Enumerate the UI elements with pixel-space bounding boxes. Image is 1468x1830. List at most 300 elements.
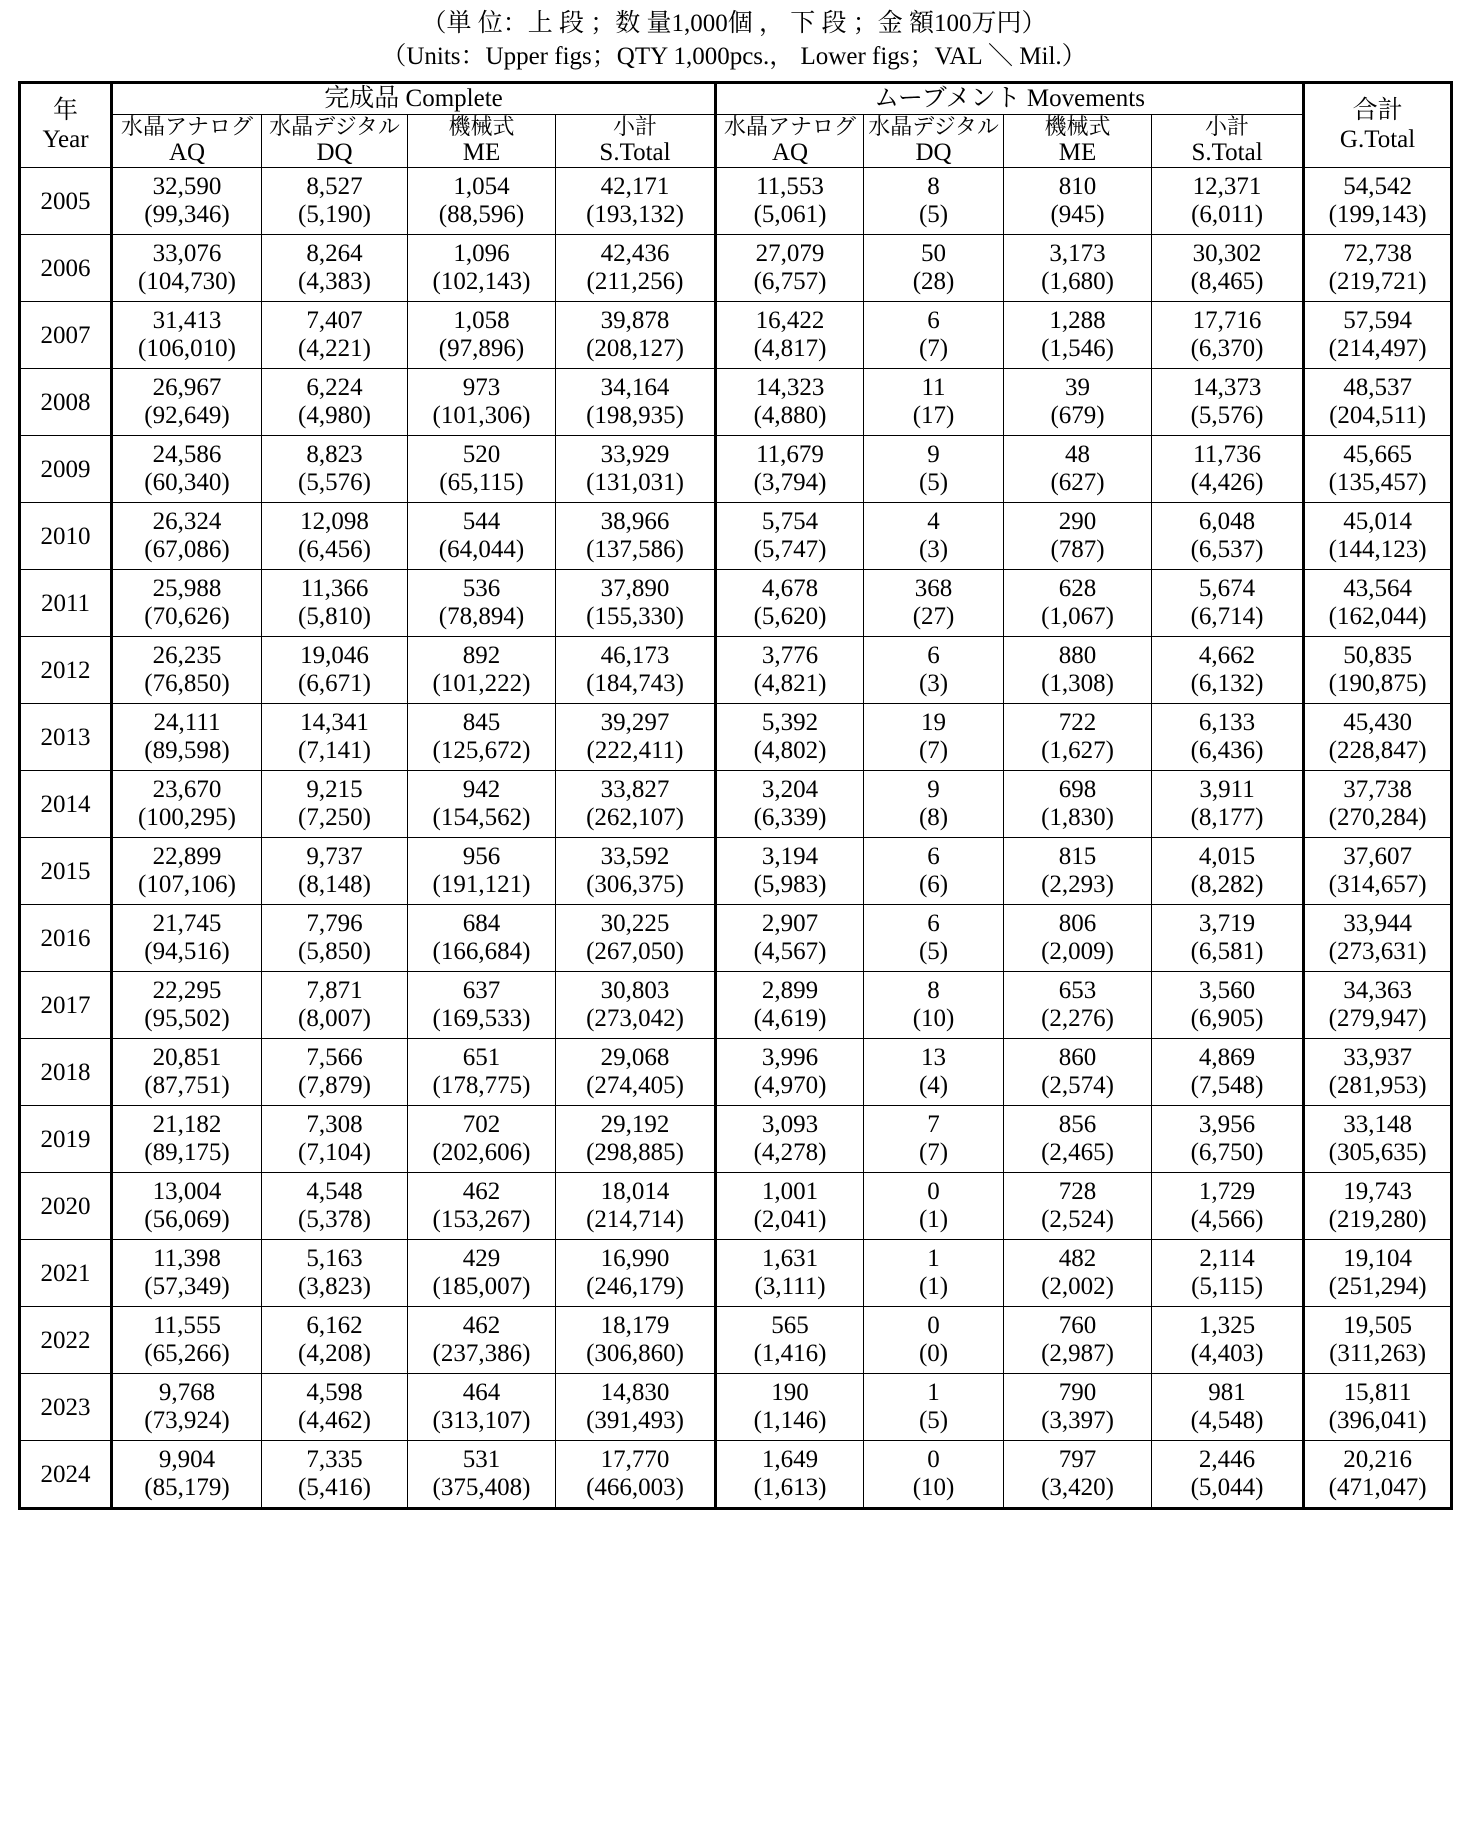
cell-quantity: 50,835: [1343, 642, 1412, 670]
cell-value: (267,050): [586, 938, 684, 966]
data-cell: [716, 302, 864, 369]
cell-quantity: 39,878: [600, 307, 670, 335]
cell-value: (57,349): [144, 1273, 230, 1301]
cell-quantity: 6: [927, 307, 940, 335]
data-cell: [716, 1039, 864, 1106]
cell-value: (1,830): [1041, 804, 1114, 832]
cell-quantity: 39,297: [600, 709, 670, 737]
table-row: [20, 972, 1452, 1039]
data-cell: [1152, 436, 1304, 503]
data-cell: [1004, 972, 1152, 1039]
row-year: 2012: [20, 637, 112, 704]
cell-value: (2,002): [1041, 1273, 1114, 1301]
cell-value: (6,339): [753, 804, 827, 832]
cell-quantity: 19,104: [1343, 1245, 1412, 1273]
cell-quantity: 6: [927, 642, 940, 670]
cell-value: (2,276): [1041, 1005, 1114, 1033]
cell-value: (375,408): [432, 1474, 531, 1502]
cell-quantity: 33,076: [152, 240, 222, 268]
cell-quantity: 14,323: [755, 374, 825, 402]
data-cell: [556, 436, 716, 503]
data-cell: [864, 771, 1004, 838]
cell-quantity: 21,745: [152, 910, 222, 938]
cell-quantity: 7,308: [306, 1111, 363, 1139]
cell-quantity: 6,048: [1198, 508, 1256, 536]
cell-value: (6,714): [1190, 603, 1264, 631]
cell-quantity: 1: [927, 1379, 940, 1407]
cell-value: (6,581): [1190, 938, 1264, 966]
cell-quantity: 24,586: [152, 441, 222, 469]
cell-value: (7,879): [298, 1072, 371, 1100]
cell-quantity: 16,990: [600, 1245, 670, 1273]
cell-quantity: 698: [1058, 776, 1097, 804]
data-cell: [408, 570, 556, 637]
data-cell: [1004, 570, 1152, 637]
data-cell: [716, 503, 864, 570]
data-cell: [1004, 637, 1152, 704]
cell-value: (5,576): [298, 469, 371, 497]
table-row: [20, 168, 1452, 235]
cell-quantity: 18,179: [600, 1312, 670, 1340]
cell-quantity: 1,058: [453, 307, 510, 335]
cell-value: (306,375): [586, 871, 684, 899]
cell-quantity: 32,590: [152, 173, 222, 201]
cell-value: (262,107): [586, 804, 684, 832]
cell-value: (6,436): [1190, 737, 1264, 765]
table-row: [20, 771, 1452, 838]
cell-quantity: 810: [1058, 173, 1097, 201]
cell-value: (8,177): [1190, 804, 1264, 832]
cell-value: (4,821): [753, 670, 827, 698]
cell-quantity: 25,988: [152, 575, 222, 603]
cell-quantity: 48,537: [1343, 374, 1412, 402]
cell-value: (89,175): [144, 1139, 230, 1167]
cell-quantity: 46,173: [600, 642, 670, 670]
cell-quantity: 544: [462, 508, 501, 536]
data-cell: [556, 1240, 716, 1307]
cell-quantity: 57,594: [1343, 307, 1412, 335]
cell-quantity: 1,001: [761, 1178, 819, 1206]
data-cell: [112, 168, 262, 235]
data-cell: [262, 1441, 408, 1509]
cell-value: (85,179): [144, 1474, 230, 1502]
cell-quantity: 33,827: [600, 776, 670, 804]
header-complete-subtotal: 小計 S.Total: [556, 114, 716, 168]
cell-value: (7): [918, 335, 949, 363]
cell-quantity: 42,436: [600, 240, 670, 268]
data-cell: [262, 1240, 408, 1307]
cell-quantity: 956: [462, 843, 501, 871]
cell-value: (1,680): [1041, 268, 1114, 296]
data-cell: [1304, 1307, 1452, 1374]
data-cell: [1152, 1240, 1304, 1307]
cell-value: (27): [912, 603, 955, 631]
cell-value: (391,493): [586, 1407, 684, 1435]
data-cell: [1004, 1441, 1152, 1509]
row-year: 2023: [20, 1374, 112, 1441]
data-cell: [262, 972, 408, 1039]
data-cell: [716, 905, 864, 972]
cell-quantity: 6,224: [306, 374, 363, 402]
cell-value: (64,044): [438, 536, 525, 564]
data-cell: [1304, 436, 1452, 503]
data-cell: [1004, 1173, 1152, 1240]
cell-quantity: 17,770: [600, 1446, 670, 1474]
cell-value: (5): [918, 938, 949, 966]
cell-quantity: 845: [462, 709, 501, 737]
cell-quantity: 1,288: [1049, 307, 1106, 335]
cell-quantity: 21,182: [152, 1111, 222, 1139]
table-row: [20, 637, 1452, 704]
cell-value: (104,730): [138, 268, 236, 296]
data-cell: [112, 235, 262, 302]
data-cell: [262, 838, 408, 905]
table-row: [20, 369, 1452, 436]
row-year: 2006: [20, 235, 112, 302]
cell-value: (679): [1050, 402, 1105, 430]
cell-quantity: 22,899: [152, 843, 222, 871]
cell-value: (274,405): [586, 1072, 684, 1100]
data-cell: [1152, 369, 1304, 436]
cell-value: (1,416): [753, 1340, 827, 1368]
data-cell: [864, 436, 1004, 503]
cell-value: (306,860): [586, 1340, 684, 1368]
header-movements-aq: 水晶アナログ AQ: [716, 114, 864, 168]
cell-quantity: 653: [1058, 977, 1097, 1005]
cell-quantity: 7: [927, 1111, 940, 1139]
cell-value: (5,044): [1190, 1474, 1264, 1502]
cell-quantity: 9,737: [306, 843, 363, 871]
cell-value: (169,533): [432, 1005, 531, 1033]
cell-quantity: 3,173: [1049, 240, 1106, 268]
cell-value: (5): [918, 1407, 949, 1435]
cell-quantity: 5,674: [1198, 575, 1256, 603]
data-cell: [556, 838, 716, 905]
cell-value: (2,574): [1041, 1072, 1114, 1100]
cell-quantity: 429: [462, 1245, 501, 1273]
row-year: 2011: [20, 570, 112, 637]
data-cell: [864, 1173, 1004, 1240]
cell-quantity: 860: [1058, 1044, 1097, 1072]
cell-quantity: 30,225: [600, 910, 670, 938]
cell-quantity: 9,768: [158, 1379, 216, 1407]
data-cell: [408, 302, 556, 369]
data-cell: [408, 168, 556, 235]
cell-quantity: 18,014: [600, 1178, 670, 1206]
cell-value: (237,386): [432, 1340, 531, 1368]
data-cell: [1152, 570, 1304, 637]
data-cell: [1304, 1039, 1452, 1106]
data-cell: [1152, 771, 1304, 838]
cell-quantity: 5,754: [761, 508, 819, 536]
data-cell: [262, 168, 408, 235]
cell-value: (228,847): [1328, 737, 1427, 765]
cell-quantity: 72,738: [1343, 240, 1412, 268]
data-cell: [556, 570, 716, 637]
data-cell: [408, 905, 556, 972]
cell-value: (4,548): [1190, 1407, 1264, 1435]
cell-value: (60,340): [144, 469, 230, 497]
cell-quantity: 33,592: [600, 843, 670, 871]
cell-value: (251,294): [1328, 1273, 1427, 1301]
data-cell: [1304, 1441, 1452, 1509]
cell-value: (92,649): [144, 402, 230, 430]
cell-value: (4,426): [1190, 469, 1264, 497]
data-cell: [864, 570, 1004, 637]
cell-quantity: 11,366: [300, 575, 369, 603]
table-body: [20, 168, 1452, 1509]
data-cell: [408, 235, 556, 302]
data-cell: [1152, 1106, 1304, 1173]
data-cell: [556, 905, 716, 972]
cell-quantity: 26,967: [152, 374, 222, 402]
cell-quantity: 12,098: [300, 508, 369, 536]
cell-value: (153,267): [432, 1206, 531, 1234]
data-cell: [112, 503, 262, 570]
data-cell: [556, 972, 716, 1039]
cell-value: (1,146): [753, 1407, 827, 1435]
cell-quantity: 3,194: [761, 843, 819, 871]
cell-value: (125,672): [432, 737, 531, 765]
cell-value: (65,266): [144, 1340, 230, 1368]
cell-value: (76,850): [144, 670, 230, 698]
cell-value: (4,970): [753, 1072, 827, 1100]
cell-value: (89,598): [144, 737, 230, 765]
cell-quantity: 942: [462, 776, 501, 804]
cell-value: (3,420): [1041, 1474, 1114, 1502]
header-complete-dq: 水晶デジタル DQ: [262, 114, 408, 168]
cell-value: (208,127): [586, 335, 684, 363]
cell-value: (10): [912, 1005, 955, 1033]
cell-quantity: 37,890: [600, 575, 670, 603]
cell-value: (5,061): [753, 201, 827, 229]
cell-value: (4,208): [298, 1340, 371, 1368]
data-cell: [1304, 972, 1452, 1039]
cell-value: (202,606): [432, 1139, 531, 1167]
row-year: 2019: [20, 1106, 112, 1173]
units-note-japanese: （単 位：上 段 ；数 量1,000個 ， 下 段 ；金 額100万円）: [421, 10, 1047, 37]
row-year: 2009: [20, 436, 112, 503]
cell-value: (6,671): [298, 670, 371, 698]
data-cell: [1152, 302, 1304, 369]
cell-value: (6,011): [1191, 201, 1264, 229]
cell-quantity: 39: [1065, 374, 1091, 402]
cell-value: (8,465): [1190, 268, 1264, 296]
data-cell: [112, 704, 262, 771]
cell-quantity: 33,937: [1343, 1044, 1412, 1072]
cell-quantity: 11,736: [1193, 441, 1261, 469]
cell-value: (5,190): [298, 201, 371, 229]
row-year: 2020: [20, 1173, 112, 1240]
data-cell: [1304, 570, 1452, 637]
cell-quantity: 6,133: [1198, 709, 1256, 737]
cell-quantity: 1,325: [1198, 1312, 1256, 1340]
data-cell: [864, 1106, 1004, 1173]
data-cell: [262, 570, 408, 637]
cell-quantity: 13,004: [152, 1178, 222, 1206]
data-cell: [556, 168, 716, 235]
cell-value: (945): [1050, 201, 1105, 229]
cell-quantity: 4,548: [306, 1178, 363, 1206]
data-cell: [1304, 1374, 1452, 1441]
cell-value: (5,416): [298, 1474, 371, 1502]
watch-production-table: [18, 81, 1453, 1510]
cell-value: (144,123): [1328, 536, 1427, 564]
row-year: 2024: [20, 1441, 112, 1509]
cell-value: (3,823): [298, 1273, 371, 1301]
data-cell: [408, 1173, 556, 1240]
data-cell: [1004, 1039, 1152, 1106]
cell-value: (5,983): [753, 871, 827, 899]
data-cell: [262, 1173, 408, 1240]
cell-value: (5,850): [298, 938, 371, 966]
cell-quantity: 29,068: [600, 1044, 670, 1072]
cell-value: (270,284): [1328, 804, 1427, 832]
data-cell: [1152, 168, 1304, 235]
row-year: 2014: [20, 771, 112, 838]
data-cell: [408, 972, 556, 1039]
cell-value: (314,657): [1328, 871, 1427, 899]
data-cell: [1304, 503, 1452, 570]
data-cell: [556, 369, 716, 436]
data-cell: [1304, 1173, 1452, 1240]
cell-value: (184,743): [586, 670, 684, 698]
cell-quantity: 520: [462, 441, 501, 469]
cell-quantity: 5,392: [761, 709, 819, 737]
cell-value: (5,810): [298, 603, 371, 631]
cell-quantity: 8,823: [306, 441, 363, 469]
cell-value: (5): [918, 469, 949, 497]
cell-value: (94,516): [144, 938, 230, 966]
data-cell: [864, 235, 1004, 302]
cell-quantity: 462: [462, 1312, 501, 1340]
data-cell: [408, 369, 556, 436]
data-cell: [716, 168, 864, 235]
cell-quantity: 3,956: [1198, 1111, 1256, 1139]
data-cell: [556, 771, 716, 838]
cell-quantity: 0: [927, 1312, 940, 1340]
cell-quantity: 22,295: [152, 977, 222, 1005]
cell-quantity: 3,560: [1198, 977, 1256, 1005]
data-cell: [716, 637, 864, 704]
cell-value: (1,308): [1041, 670, 1114, 698]
data-cell: [864, 1374, 1004, 1441]
cell-value: (279,947): [1328, 1005, 1427, 1033]
cell-value: (214,497): [1328, 335, 1427, 363]
cell-value: (396,041): [1328, 1407, 1427, 1435]
data-cell: [1004, 168, 1152, 235]
data-cell: [864, 704, 1004, 771]
cell-quantity: 651: [462, 1044, 501, 1072]
data-cell: [864, 1240, 1004, 1307]
cell-quantity: 30,302: [1192, 240, 1262, 268]
row-year: 2008: [20, 369, 112, 436]
data-cell: [556, 1173, 716, 1240]
cell-value: (5,747): [753, 536, 827, 564]
cell-value: (73,924): [144, 1407, 230, 1435]
cell-quantity: 856: [1058, 1111, 1097, 1139]
data-cell: [112, 302, 262, 369]
cell-value: (1,627): [1041, 737, 1114, 765]
data-cell: [112, 1307, 262, 1374]
cell-value: (4,383): [298, 268, 371, 296]
cell-value: (155,330): [586, 603, 684, 631]
cell-quantity: 8: [927, 977, 940, 1005]
data-cell: [1152, 972, 1304, 1039]
row-year: 2013: [20, 704, 112, 771]
data-cell: [716, 1240, 864, 1307]
cell-value: (65,115): [439, 469, 524, 497]
cell-quantity: 7,335: [306, 1446, 363, 1474]
cell-value: (313,107): [432, 1407, 531, 1435]
data-cell: [1004, 771, 1152, 838]
table-row: [20, 436, 1452, 503]
data-cell: [1004, 436, 1152, 503]
data-cell: [864, 637, 1004, 704]
cell-value: (95,502): [144, 1005, 230, 1033]
cell-quantity: 19,743: [1343, 1178, 1412, 1206]
cell-quantity: 23,670: [152, 776, 222, 804]
row-year: 2018: [20, 1039, 112, 1106]
data-cell: [262, 1106, 408, 1173]
cell-value: (135,457): [1328, 469, 1427, 497]
cell-value: (7,141): [298, 737, 371, 765]
data-cell: [556, 1307, 716, 1374]
cell-quantity: 464: [462, 1379, 501, 1407]
cell-quantity: 19,505: [1343, 1312, 1412, 1340]
sub-header-row: [20, 114, 1452, 168]
cell-quantity: 815: [1058, 843, 1097, 871]
cell-value: (2,293): [1041, 871, 1114, 899]
data-cell: [716, 1173, 864, 1240]
data-cell: [716, 1374, 864, 1441]
cell-value: (1): [918, 1206, 949, 1234]
data-cell: [556, 302, 716, 369]
cell-value: (1): [918, 1273, 949, 1301]
cell-value: (17): [912, 402, 955, 430]
cell-value: (70,626): [144, 603, 230, 631]
cell-quantity: 1: [927, 1245, 940, 1273]
data-cell: [112, 369, 262, 436]
cell-value: (0): [918, 1340, 949, 1368]
cell-value: (166,684): [432, 938, 531, 966]
cell-quantity: 16,422: [755, 307, 825, 335]
cell-quantity: 9,215: [306, 776, 363, 804]
cell-value: (88,596): [438, 201, 525, 229]
data-cell: [1152, 503, 1304, 570]
cell-value: (4,817): [753, 335, 827, 363]
cell-value: (273,631): [1328, 938, 1427, 966]
cell-value: (8,282): [1190, 871, 1264, 899]
data-cell: [864, 503, 1004, 570]
data-cell: [864, 838, 1004, 905]
cell-value: (4,619): [753, 1005, 827, 1033]
data-cell: [112, 771, 262, 838]
cell-quantity: 34,363: [1343, 977, 1412, 1005]
data-cell: [408, 771, 556, 838]
data-cell: [716, 838, 864, 905]
data-cell: [262, 905, 408, 972]
data-cell: [408, 1441, 556, 1509]
data-cell: [864, 1441, 1004, 1509]
cell-quantity: 760: [1058, 1312, 1097, 1340]
data-cell: [408, 637, 556, 704]
cell-quantity: 4: [927, 508, 940, 536]
data-cell: [1304, 905, 1452, 972]
cell-quantity: 4,678: [761, 575, 819, 603]
table-row: [20, 1240, 1452, 1307]
cell-value: (99,346): [144, 201, 230, 229]
